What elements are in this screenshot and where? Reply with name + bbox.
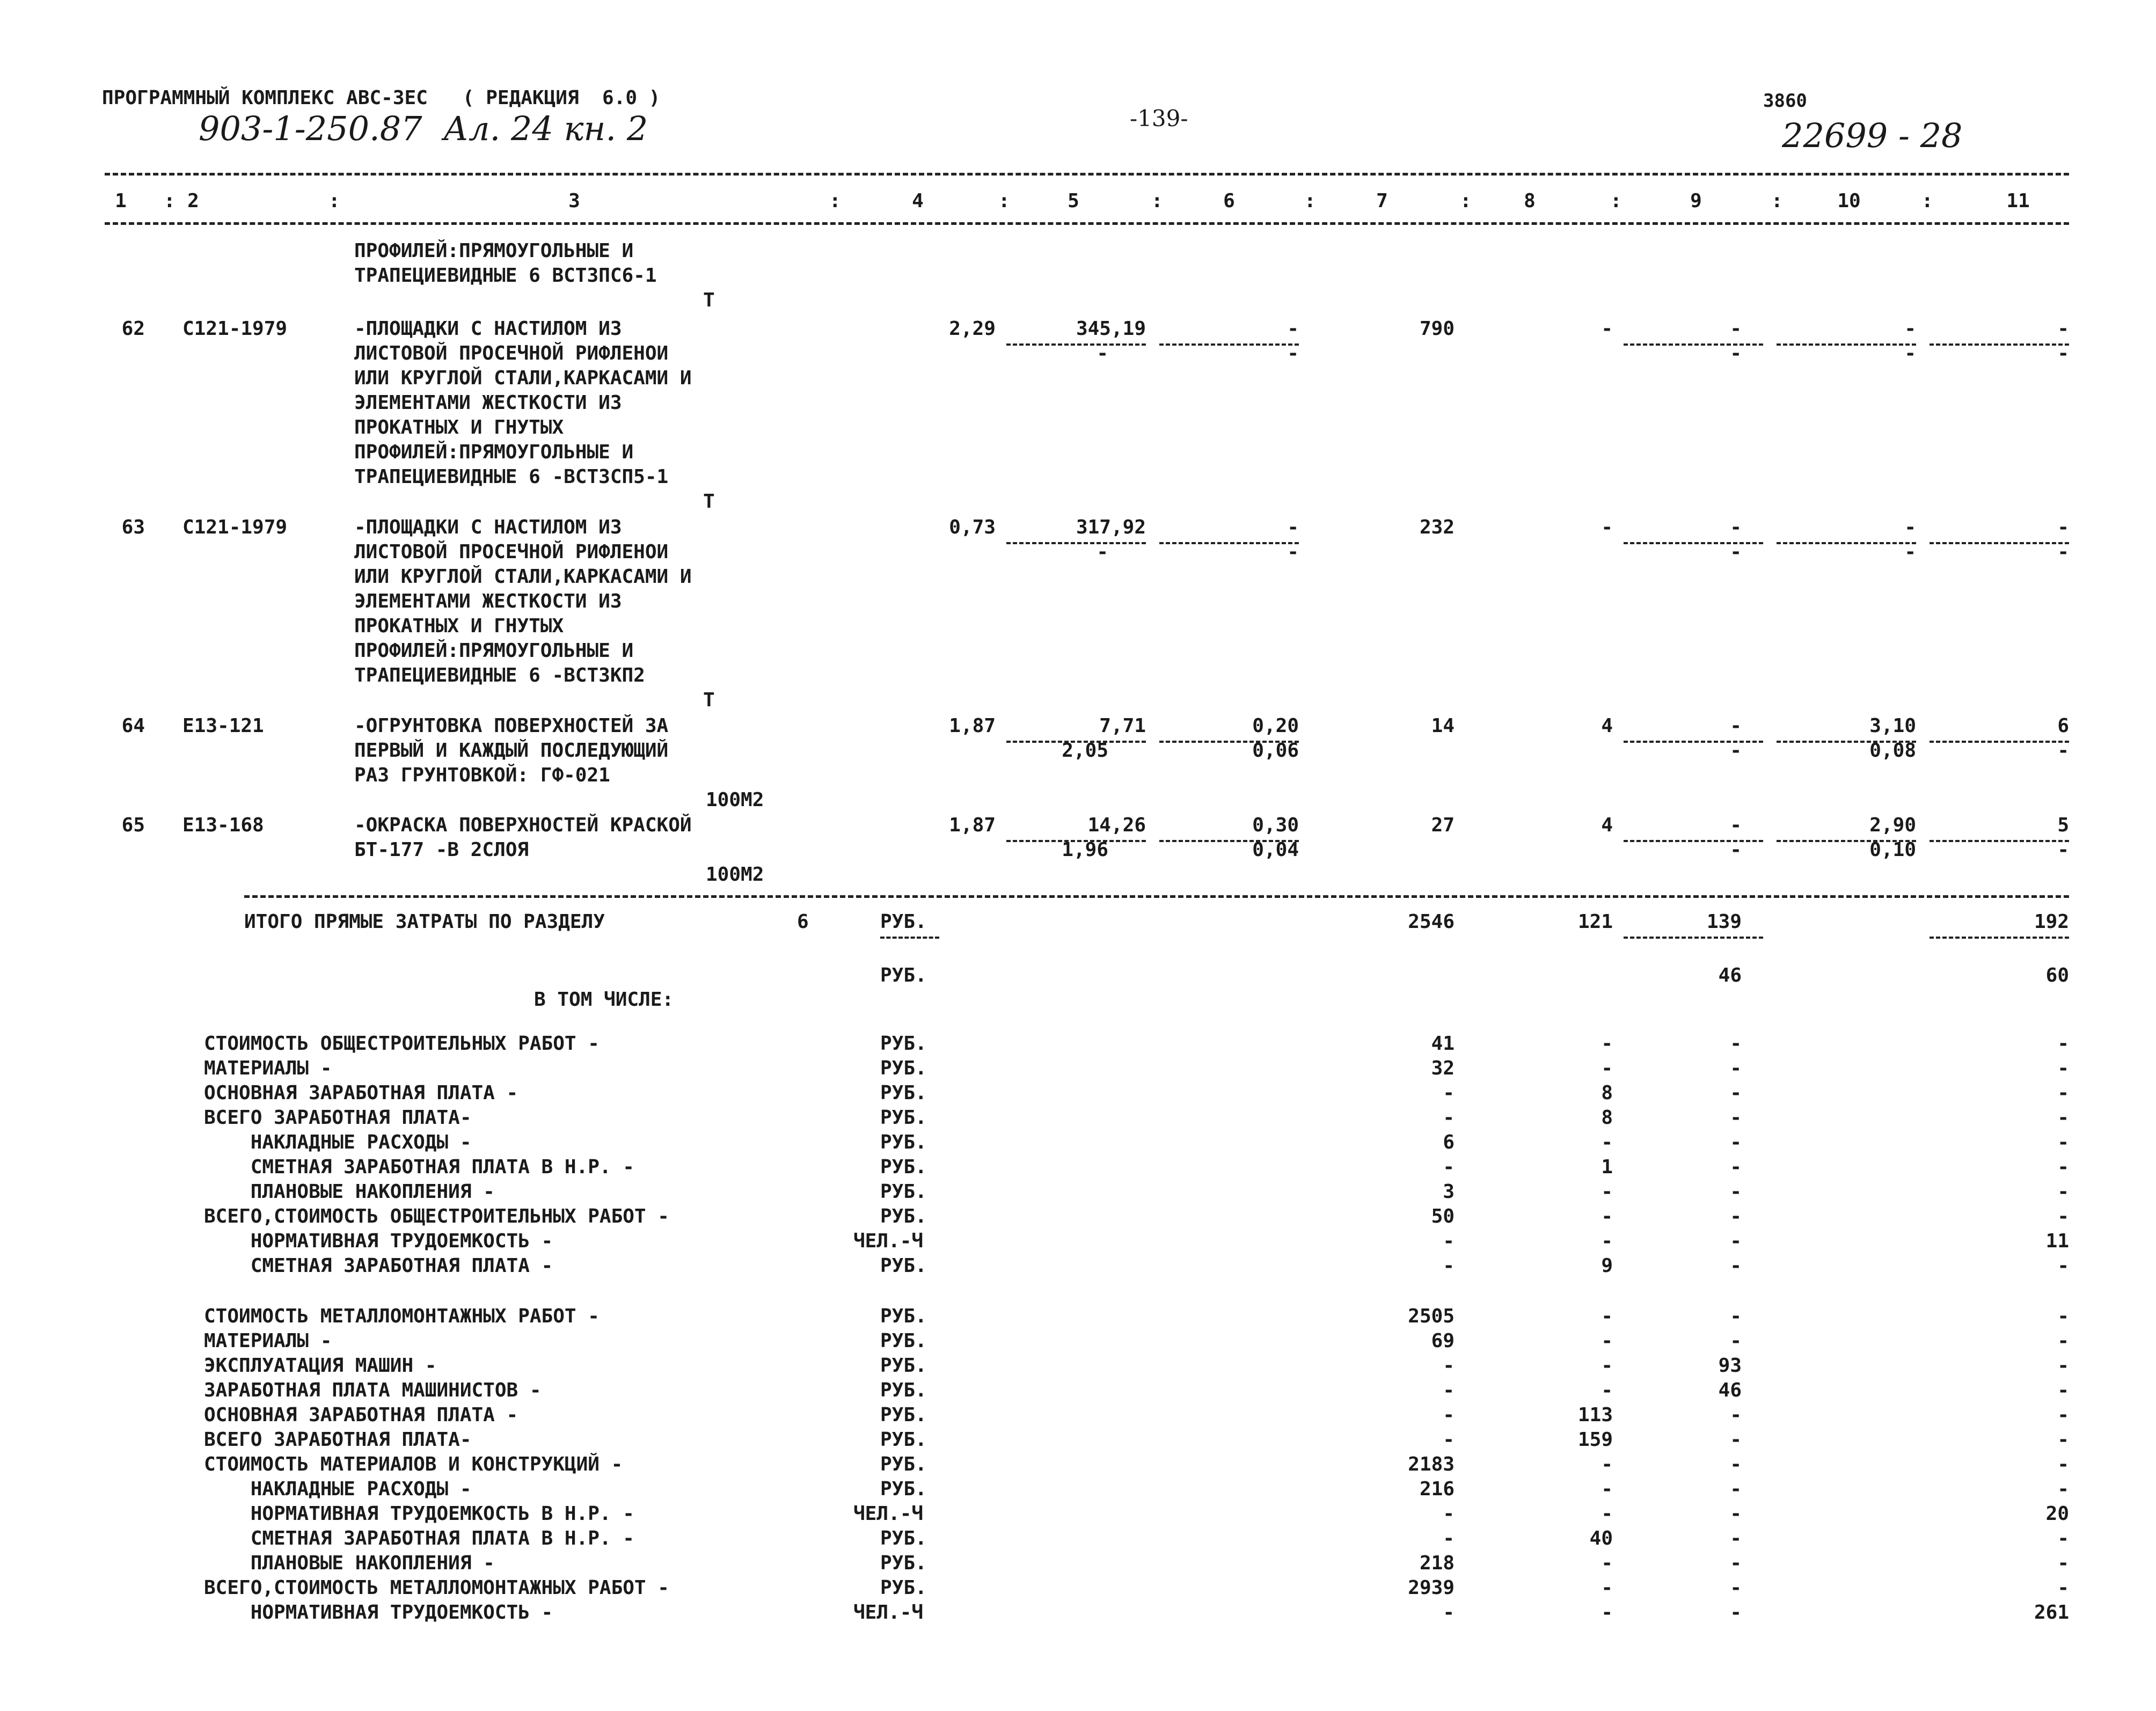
item-wage-unit: 0,30: [1252, 814, 1299, 836]
item-desc-line: ЛИСТОВОЙ ПРОСЕЧНОЙ РИФЛЕНОИ: [354, 342, 669, 364]
summary-labour: 261: [2034, 1602, 2069, 1624]
item-wage-total: -: [1601, 318, 1613, 340]
item-qty: 2,29: [949, 318, 996, 340]
item-labour-total: -: [2057, 318, 2069, 340]
item-labour-total: -: [2057, 516, 2069, 538]
column-header-10: 10: [1837, 190, 1861, 212]
summary-unit: РУБ.: [880, 1429, 927, 1451]
summary-wage: -: [1601, 1552, 1613, 1574]
summary-label: НОРМАТИВНАЯ ТРУДОЕМКОСТЬ В Н.Р. -: [204, 1503, 634, 1525]
summary-cost: -: [1443, 1602, 1455, 1624]
summary-label: СМЕТНАЯ ЗАРАБОТНАЯ ПЛАТА -: [204, 1255, 553, 1277]
summary-unit: РУБ.: [880, 1107, 927, 1129]
summary-label: СМЕТНАЯ ЗАРАБОТНАЯ ПЛАТА В Н.Р. -: [204, 1156, 634, 1178]
summary-cost: 2183: [1408, 1453, 1455, 1475]
item-code: Е13-121: [182, 715, 264, 737]
summary-labour: -: [2057, 1305, 2069, 1327]
item-unit-cost-sub: -: [1097, 541, 1108, 563]
summary-machines: -: [1730, 1107, 1742, 1129]
item-labour-unit-sub: 0,10: [1869, 839, 1916, 861]
summary-wage: -: [1601, 1181, 1613, 1203]
item-machines-sub: -: [1730, 740, 1742, 762]
item-unit-cost: 14,26: [1087, 814, 1146, 836]
summary-cost: 2939: [1408, 1577, 1455, 1599]
summary-labour: -: [2057, 1033, 2069, 1055]
item-number: 62: [121, 318, 145, 340]
summary-labour: -: [2057, 1205, 2069, 1227]
summary-labour: -: [2057, 1330, 2069, 1352]
item-desc-line: ПРОКАТНЫХ И ГНУТЫХ: [354, 416, 564, 438]
summary-wage: -: [1601, 1577, 1613, 1599]
column-separator: :: [1610, 190, 1622, 212]
summary-wage: -: [1601, 1057, 1613, 1079]
summary-labour: 11: [2045, 1230, 2069, 1252]
column-header-8: 8: [1524, 190, 1536, 212]
column-header-3: 3: [568, 190, 580, 212]
summary-labour: -: [2057, 1478, 2069, 1500]
summary-labour: -: [2057, 1355, 2069, 1377]
item-wage-total: -: [1601, 516, 1613, 538]
summary-labour: -: [2057, 1453, 2069, 1475]
item-machines-sub: -: [1730, 342, 1742, 364]
item-wage-unit-sub: 0,06: [1252, 740, 1299, 762]
summary-wage: -: [1601, 1503, 1613, 1525]
total-labour: 192: [2034, 911, 2069, 933]
item-labour-total-sub: -: [2057, 342, 2069, 364]
summary-machines: 93: [1718, 1355, 1742, 1377]
item-labour-total: 5: [2057, 814, 2069, 836]
item-wage-unit: 0,20: [1252, 715, 1299, 737]
item-qty: 1,87: [949, 715, 996, 737]
column-separator: :: [164, 190, 176, 212]
total-cost: 2546: [1408, 911, 1455, 933]
column-separator: :: [1460, 190, 1472, 212]
stamp-small: 3860: [1763, 90, 1807, 112]
summary-machines: -: [1730, 1330, 1742, 1352]
summary-labour: -: [2057, 1131, 2069, 1153]
summary-labour: -: [2057, 1082, 2069, 1104]
item-desc-line: БТ-177 -В 2СЛОЯ: [354, 839, 529, 861]
total-wage: 121: [1577, 911, 1613, 933]
item-desc-line: ЭЛЕМЕНТАМИ ЖЕСТКОСТИ ИЗ: [354, 590, 622, 612]
summary-unit: РУБ.: [880, 1330, 927, 1352]
item-desc-line: ИЛИ КРУГЛОЙ СТАЛИ,КАРКАСАМИ И: [354, 566, 692, 588]
item-desc-line: -ОГРУНТОВКА ПОВЕРХНОСТЕЙ ЗА: [354, 715, 669, 737]
summary-cost: -: [1443, 1429, 1455, 1451]
summary-unit: РУБ.: [880, 1033, 927, 1055]
column-header-1: 1: [115, 190, 127, 212]
summary-unit: ЧЕЛ.-Ч: [853, 1503, 924, 1525]
summary-wage: -: [1601, 1330, 1613, 1352]
item-number: 65: [121, 814, 145, 836]
summary-wage: -: [1601, 1131, 1613, 1153]
item-desc-line: ПРОФИЛЕЙ:ПРЯМОУГОЛЬНЫЕ И: [354, 640, 634, 662]
column-separator: :: [998, 190, 1010, 212]
summary-label: ВСЕГО ЗАРАБОТНАЯ ПЛАТА-: [204, 1429, 472, 1451]
summary-wage: 1: [1601, 1156, 1613, 1178]
unit-marker: Т: [703, 689, 715, 711]
item-total-cost: 27: [1431, 814, 1455, 836]
summary-machines: -: [1730, 1255, 1742, 1277]
item-qty: 0,73: [949, 516, 996, 538]
summary-wage: -: [1601, 1478, 1613, 1500]
unit-marker: 100М2: [706, 864, 764, 886]
summary-labour: -: [2057, 1577, 2069, 1599]
item-labour-total: 6: [2057, 715, 2069, 737]
summary-labour: -: [2057, 1552, 2069, 1574]
item-desc-line: ИЛИ КРУГЛОЙ СТАЛИ,КАРКАСАМИ И: [354, 367, 692, 389]
summary-labour: -: [2057, 1429, 2069, 1451]
summary-unit: РУБ.: [880, 1057, 927, 1079]
summary-labour: -: [2057, 1379, 2069, 1401]
unit-marker: Т: [703, 289, 715, 311]
item-wage-total: 4: [1601, 715, 1613, 737]
column-separator: :: [1151, 190, 1163, 212]
column-separator: :: [1921, 190, 1933, 212]
summary-machines: -: [1730, 1205, 1742, 1227]
summary-cost: 50: [1431, 1205, 1455, 1227]
summary-machines: -: [1730, 1404, 1742, 1426]
summary-cost: -: [1443, 1527, 1455, 1549]
summary-unit: РУБ.: [880, 1255, 927, 1277]
summary-label: НАКЛАДНЫЕ РАСХОДЫ -: [204, 1478, 472, 1500]
summary-label: ПЛАНОВЫЕ НАКОПЛЕНИЯ -: [204, 1552, 495, 1574]
summary-label: ПЛАНОВЫЕ НАКОПЛЕНИЯ -: [204, 1181, 495, 1203]
summary-cost: -: [1443, 1355, 1455, 1377]
summary-label: ВСЕГО,СТОИМОСТЬ ОБЩЕСТРОИТЕЛЬНЫХ РАБОТ -: [204, 1205, 669, 1227]
summary-cost: 216: [1419, 1478, 1455, 1500]
item-wage-unit: -: [1287, 318, 1299, 340]
item-desc-line: -ОКРАСКА ПОВЕРХНОСТЕЙ КРАСКОЙ: [354, 814, 692, 836]
summary-label: МАТЕРИАЛЫ -: [204, 1057, 332, 1079]
program-header: ПРОГРАММНЫЙ КОМПЛЕКС АВС-3ЕС ( РЕДАКЦИЯ 6.0 ): [102, 87, 661, 109]
continued-desc-line: ТРАПЕЦИЕВИДНЫЕ 6 ВСТ3ПС6-1: [354, 265, 657, 287]
item-unit-cost: 7,71: [1099, 715, 1146, 737]
summary-machines: -: [1730, 1577, 1742, 1599]
summary-machines: -: [1730, 1230, 1742, 1252]
summary-cost: 69: [1431, 1330, 1455, 1352]
summary-wage: -: [1601, 1355, 1613, 1377]
summary-machines: -: [1730, 1057, 1742, 1079]
item-qty: 1,87: [949, 814, 996, 836]
summary-machines: -: [1730, 1181, 1742, 1203]
item-total-cost: 232: [1419, 516, 1455, 538]
item-labour-unit-sub: 0,08: [1869, 740, 1916, 762]
item-wage-unit-sub: 0,04: [1252, 839, 1299, 861]
summary-wage: 159: [1577, 1429, 1613, 1451]
summary-cost: -: [1443, 1107, 1455, 1129]
summary-label: НОРМАТИВНАЯ ТРУДОЕМКОСТЬ -: [204, 1230, 553, 1252]
summary-unit: ЧЕЛ.-Ч: [853, 1602, 924, 1624]
item-machines-sub: -: [1730, 541, 1742, 563]
summary-machines: -: [1730, 1602, 1742, 1624]
summary-machines: -: [1730, 1552, 1742, 1574]
summary-label: ЗАРАБОТНАЯ ПЛАТА МАШИНИСТОВ -: [204, 1379, 542, 1401]
summary-labour: -: [2057, 1404, 2069, 1426]
item-number: 64: [121, 715, 145, 737]
summary-cost: 32: [1431, 1057, 1455, 1079]
summary-label: ОСНОВНАЯ ЗАРАБОТНАЯ ПЛАТА -: [204, 1082, 518, 1104]
column-separator: :: [1771, 190, 1783, 212]
item-unit-cost: 317,92: [1076, 516, 1146, 538]
stamp-large: 22699 - 28: [1782, 116, 1963, 155]
summary-wage: -: [1601, 1033, 1613, 1055]
item-desc-line: ЛИСТОВОЙ ПРОСЕЧНОЙ РИФЛЕНОИ: [354, 541, 669, 563]
summary-unit: РУБ.: [880, 1379, 927, 1401]
summary-unit: РУБ.: [880, 1131, 927, 1153]
summary-wage: 9: [1601, 1255, 1613, 1277]
summary-unit: РУБ.: [880, 1527, 927, 1549]
summary-cost: -: [1443, 1082, 1455, 1104]
item-unit-cost-sub: -: [1097, 342, 1108, 364]
item-labour-unit: 2,90: [1869, 814, 1916, 836]
summary-cost: -: [1443, 1255, 1455, 1277]
summary-label: НАКЛАДНЫЕ РАСХОДЫ -: [204, 1131, 472, 1153]
summary-wage: 8: [1601, 1082, 1613, 1104]
item-desc-line: ТРАПЕЦИЕВИДНЫЕ 6 -ВСТ3КП2: [354, 664, 645, 686]
item-desc-line: РАЗ ГРУНТОВКОЙ: ГФ-021: [354, 764, 610, 786]
item-total-cost: 790: [1419, 318, 1455, 340]
summary-machines: -: [1730, 1503, 1742, 1525]
item-labour-unit: 3,10: [1869, 715, 1916, 737]
summary-machines: -: [1730, 1082, 1742, 1104]
item-wage-unit-sub: -: [1287, 342, 1299, 364]
column-separator: :: [1304, 190, 1316, 212]
item-wage-total: 4: [1601, 814, 1613, 836]
item-machines: -: [1730, 516, 1742, 538]
summary-wage: -: [1601, 1230, 1613, 1252]
summary-label: ЭКСПЛУАТАЦИЯ МАШИН -: [204, 1355, 437, 1377]
summary-cost: 2505: [1408, 1305, 1455, 1327]
summary-cost: -: [1443, 1404, 1455, 1426]
summary-labour: -: [2057, 1255, 2069, 1277]
summary-wage: -: [1601, 1453, 1613, 1475]
total-unit-sub: РУБ.: [880, 964, 927, 986]
column-header-5: 5: [1068, 190, 1079, 212]
summary-machines: 46: [1718, 1379, 1742, 1401]
summary-unit: РУБ.: [880, 1552, 927, 1574]
column-separator: :: [829, 190, 841, 212]
summary-machines: -: [1730, 1478, 1742, 1500]
summary-cost: 6: [1443, 1131, 1455, 1153]
item-labour-total-sub: -: [2057, 740, 2069, 762]
column-header-4: 4: [912, 190, 924, 212]
summary-label: СТОИМОСТЬ МАТЕРИАЛОВ И КОНСТРУКЦИЙ -: [204, 1453, 623, 1475]
summary-cost: -: [1443, 1379, 1455, 1401]
item-machines: -: [1730, 814, 1742, 836]
summary-machines: -: [1730, 1033, 1742, 1055]
summary-unit: РУБ.: [880, 1404, 927, 1426]
summary-unit: РУБ.: [880, 1453, 927, 1475]
summary-labour: -: [2057, 1156, 2069, 1178]
summary-machines: -: [1730, 1527, 1742, 1549]
item-machines-sub: -: [1730, 839, 1742, 861]
summary-unit: РУБ.: [880, 1478, 927, 1500]
summary-machines: -: [1730, 1156, 1742, 1178]
item-desc-line: -ПЛОЩАДКИ С НАСТИЛОМ ИЗ: [354, 318, 622, 340]
column-separator: :: [328, 190, 340, 212]
summary-label: СТОИМОСТЬ МЕТАЛЛОМОНТАЖНЫХ РАБОТ -: [204, 1305, 600, 1327]
item-machines: -: [1730, 318, 1742, 340]
item-desc-line: ПРОКАТНЫХ И ГНУТЫХ: [354, 615, 564, 637]
summary-unit: РУБ.: [880, 1156, 927, 1178]
sub-rule: [1624, 937, 1763, 939]
item-number: 63: [121, 516, 145, 538]
sub-rule: [1930, 937, 2069, 939]
item-desc-line: ЭЛЕМЕНТАМИ ЖЕСТКОСТИ ИЗ: [354, 392, 622, 414]
item-desc-line: ПРОФИЛЕЙ:ПРЯМОУГОЛЬНЫЕ И: [354, 441, 634, 463]
item-machines: -: [1730, 715, 1742, 737]
summary-labour: -: [2057, 1057, 2069, 1079]
summary-cost: 218: [1419, 1552, 1455, 1574]
item-labour-unit-sub: -: [1904, 541, 1916, 563]
summary-labour: 20: [2045, 1503, 2069, 1525]
summary-wage: -: [1601, 1305, 1613, 1327]
item-unit-cost-sub: 2,05: [1062, 740, 1108, 762]
summary-wage: 113: [1577, 1404, 1613, 1426]
summary-label: СТОИМОСТЬ ОБЩЕСТРОИТЕЛЬНЫХ РАБОТ -: [204, 1033, 600, 1055]
total-label: ИТОГО ПРЯМЫЕ ЗАТРАТЫ ПО РАЗДЕЛУ: [244, 911, 605, 933]
unit-marker: 100М2: [706, 789, 764, 811]
item-labour-total-sub: -: [2057, 839, 2069, 861]
summary-unit: ЧЕЛ.-Ч: [853, 1230, 924, 1252]
top-rule: [105, 173, 2069, 176]
sub-rule: [880, 937, 939, 939]
summary-label: МАТЕРИАЛЫ -: [204, 1330, 332, 1352]
summary-labour: -: [2057, 1527, 2069, 1549]
summary-wage: 40: [1589, 1527, 1613, 1549]
column-header-6: 6: [1223, 190, 1235, 212]
summary-labour: -: [2057, 1181, 2069, 1203]
item-wage-unit: -: [1287, 516, 1299, 538]
summary-cost: -: [1443, 1503, 1455, 1525]
column-header-11: 11: [2006, 190, 2030, 212]
item-desc-line: ТРАПЕЦИЕВИДНЫЕ 6 -ВСТ3СП5-1: [354, 466, 669, 488]
summary-wage: -: [1601, 1205, 1613, 1227]
summary-machines: -: [1730, 1131, 1742, 1153]
summary-unit: РУБ.: [880, 1305, 927, 1327]
item-labour-total-sub: -: [2057, 541, 2069, 563]
total-labour-sub: 60: [2045, 964, 2069, 986]
total-machines: 139: [1706, 911, 1742, 933]
summary-machines: -: [1730, 1429, 1742, 1451]
summary-label: ВСЕГО ЗАРАБОТНАЯ ПЛАТА-: [204, 1107, 472, 1129]
item-labour-unit: -: [1904, 318, 1916, 340]
page-number: -139-: [1130, 105, 1188, 131]
summary-label: ВСЕГО,СТОИМОСТЬ МЕТАЛЛОМОНТАЖНЫХ РАБОТ -: [204, 1577, 669, 1599]
summary-cost: -: [1443, 1230, 1455, 1252]
total-section-number: 6: [797, 911, 809, 933]
item-desc-line: ПЕРВЫЙ И КАЖДЫЙ ПОСЛЕДУЮЩИЙ: [354, 740, 669, 762]
summary-label: НОРМАТИВНАЯ ТРУДОЕМКОСТЬ -: [204, 1602, 553, 1624]
summary-wage: -: [1601, 1379, 1613, 1401]
summary-machines: -: [1730, 1305, 1742, 1327]
including-label: В ТОМ ЧИСЛЕ:: [534, 989, 674, 1011]
total-machines-sub: 46: [1718, 964, 1742, 986]
column-header-2: 2: [187, 190, 199, 212]
unit-marker: Т: [703, 491, 715, 513]
summary-cost: 41: [1431, 1033, 1455, 1055]
summary-machines: -: [1730, 1453, 1742, 1475]
item-labour-unit-sub: -: [1904, 342, 1916, 364]
summary-label: СМЕТНАЯ ЗАРАБОТНАЯ ПЛАТА В Н.Р. -: [204, 1527, 634, 1549]
summary-cost: -: [1443, 1156, 1455, 1178]
summary-unit: РУБ.: [880, 1181, 927, 1203]
summary-unit: РУБ.: [880, 1577, 927, 1599]
item-code: С121-1979: [182, 318, 288, 340]
item-total-cost: 14: [1431, 715, 1455, 737]
item-unit-cost-sub: 1,96: [1062, 839, 1108, 861]
item-wage-unit-sub: -: [1287, 541, 1299, 563]
column-header-7: 7: [1376, 190, 1388, 212]
summary-cost: 3: [1443, 1181, 1455, 1203]
item-code: С121-1979: [182, 516, 288, 538]
continued-desc-line: ПРОФИЛЕЙ:ПРЯМОУГОЛЬНЫЕ И: [354, 240, 634, 262]
summary-unit: РУБ.: [880, 1205, 927, 1227]
total-unit: РУБ.: [880, 911, 927, 933]
item-unit-cost: 345,19: [1076, 318, 1146, 340]
item-labour-unit: -: [1904, 516, 1916, 538]
item-code: Е13-168: [182, 814, 264, 836]
summary-label: ОСНОВНАЯ ЗАРАБОТНАЯ ПЛАТА -: [204, 1404, 518, 1426]
summary-unit: РУБ.: [880, 1355, 927, 1377]
summary-labour: -: [2057, 1107, 2069, 1129]
handwritten-reference: 903-1-250.87 Ал. 24 кн. 2: [199, 109, 648, 148]
summary-unit: РУБ.: [880, 1082, 927, 1104]
item-desc-line: -ПЛОЩАДКИ С НАСТИЛОМ ИЗ: [354, 516, 622, 538]
column-header-9: 9: [1690, 190, 1702, 212]
total-rule: [244, 895, 2069, 898]
summary-wage: -: [1601, 1602, 1613, 1624]
header-bottom-rule: [105, 222, 2069, 225]
summary-wage: 8: [1601, 1107, 1613, 1129]
